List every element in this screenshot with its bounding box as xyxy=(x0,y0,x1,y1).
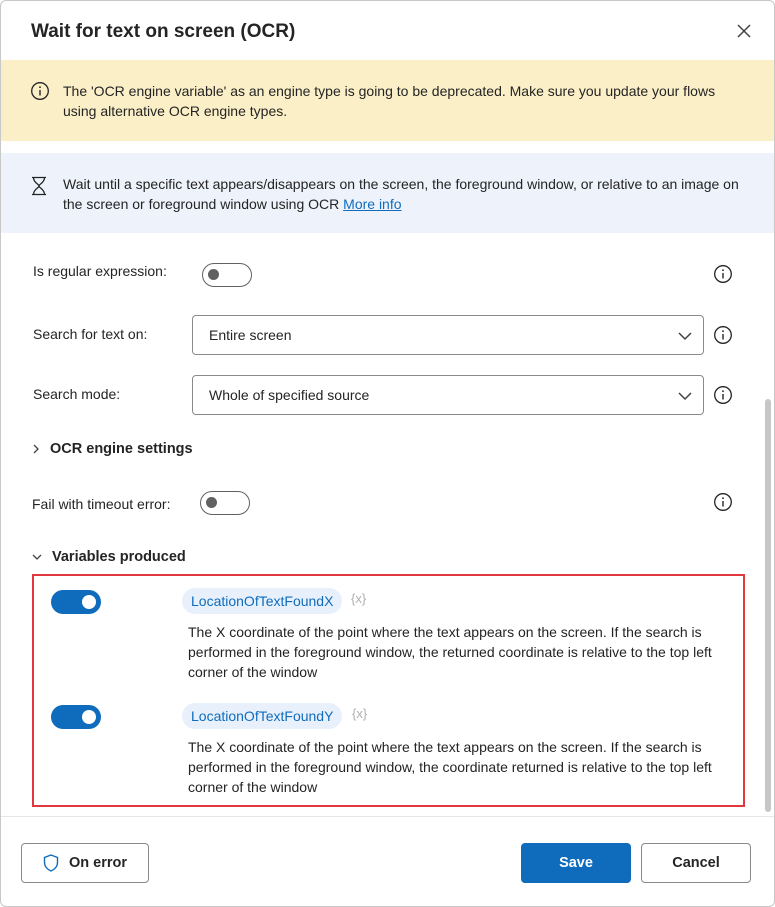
scrollbar-thumb[interactable] xyxy=(765,399,771,812)
variable-y-marker: {x} xyxy=(352,706,368,721)
variable-x-marker: {x} xyxy=(351,591,367,606)
search-for-text-on-dropdown[interactable] xyxy=(192,315,704,355)
deprecation-warning-banner xyxy=(1,60,775,141)
footer-divider xyxy=(1,816,775,817)
description-text xyxy=(63,174,743,214)
search-for-text-on-label: Search for text on: xyxy=(33,326,148,342)
search-for-text-on-value: Entire screen xyxy=(209,327,292,343)
hourglass-icon xyxy=(30,176,48,196)
variable-y-description: The X coordinate of the point where the text appears on the screen. If the search is performed in the foreground window, the coordinate returned is relative to the top left corner of the window xyxy=(188,739,712,795)
chevron-down-icon xyxy=(677,328,693,344)
close-button[interactable] xyxy=(732,19,756,43)
is-regular-expression-info-icon[interactable] xyxy=(713,264,733,284)
fail-with-timeout-error-label: Fail with timeout error: xyxy=(32,496,171,512)
variable-x-toggle[interactable] xyxy=(51,590,101,614)
search-mode-value: Whole of specified source xyxy=(209,387,370,403)
ocr-engine-settings-section[interactable] xyxy=(32,441,193,457)
chevron-down-icon xyxy=(32,553,42,561)
ocr-engine-settings-label: OCR engine settings xyxy=(50,441,193,457)
is-regular-expression-toggle[interactable] xyxy=(202,263,252,287)
info-icon xyxy=(30,81,50,101)
warning-text: The 'OCR engine variable' as an engine type is going to be deprecated. Make sure you update your flows using alternative OCR engine types. xyxy=(63,83,716,119)
shield-icon xyxy=(43,854,59,872)
variable-y-toggle[interactable] xyxy=(51,705,101,729)
save-button[interactable]: Save xyxy=(521,843,631,883)
variables-produced-list xyxy=(32,574,745,807)
variable-y-chip[interactable]: LocationOfTextFoundY xyxy=(182,703,342,729)
description-body: Wait until a specific text appears/disappears on the screen, the foreground window, or relative to an image on the screen or foreground window using OCR xyxy=(63,176,739,212)
cancel-button[interactable]: Cancel xyxy=(641,843,751,883)
chevron-down-icon xyxy=(677,388,693,404)
more-info-link[interactable]: More info xyxy=(343,196,402,212)
variable-x-description: The X coordinate of the point where the text appears on the screen. If the search is performed in the foreground window, the returned coordinate is relative to the top left corner of the window xyxy=(188,624,712,680)
chevron-right-icon xyxy=(32,444,40,454)
fail-with-timeout-error-toggle[interactable] xyxy=(200,491,250,515)
action-description-banner xyxy=(1,153,775,233)
on-error-label: On error xyxy=(68,855,127,871)
search-mode-info-icon[interactable] xyxy=(713,385,733,405)
dialog-title: Wait for text on screen (OCR) xyxy=(31,21,296,42)
variable-x-chip[interactable]: LocationOfTextFoundX xyxy=(182,588,342,614)
is-regular-expression-label: Is regular expression: xyxy=(33,263,167,279)
search-for-text-on-info-icon[interactable] xyxy=(713,325,733,345)
variables-produced-label: Variables produced xyxy=(52,549,186,565)
close-icon xyxy=(737,24,751,38)
fail-with-timeout-error-info-icon[interactable] xyxy=(713,492,733,512)
search-mode-dropdown[interactable] xyxy=(192,375,704,415)
search-mode-label: Search mode: xyxy=(33,386,121,402)
on-error-button[interactable] xyxy=(21,843,149,883)
variables-produced-section[interactable] xyxy=(32,549,186,565)
